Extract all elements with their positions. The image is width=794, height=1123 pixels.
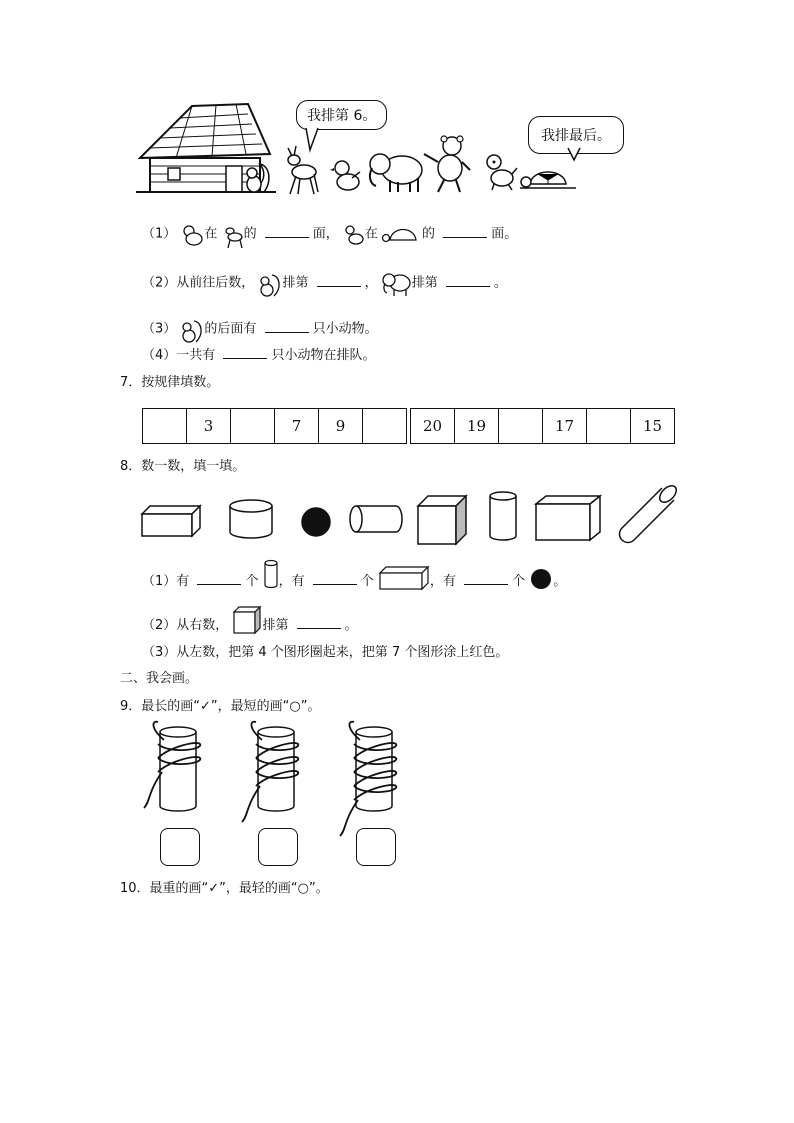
dog-icon (482, 152, 518, 192)
part-number: （3） (142, 321, 177, 337)
deer-icon (280, 144, 320, 196)
sequence-cell[interactable] (143, 409, 187, 443)
label: 一共有 (176, 348, 216, 363)
label: 只小动物在排队。 (271, 348, 376, 363)
sequence-cell[interactable] (231, 409, 275, 443)
label: 有 (176, 574, 190, 589)
answer-box[interactable] (356, 828, 396, 866)
sphere-icon (529, 573, 553, 591)
elephant-icon (368, 150, 426, 194)
label: 排第 (262, 618, 289, 633)
label: ，有 (278, 574, 305, 589)
turtle-icon (382, 224, 422, 244)
part-number: （4） (142, 348, 177, 363)
answer-blank[interactable] (317, 274, 361, 287)
q10-title: 10．最重的画“✓”，最轻的画“○”。 (120, 881, 329, 896)
turtle-icon (520, 164, 576, 192)
bubble-tail-icon (306, 128, 318, 150)
part-number: （1） (142, 574, 177, 589)
q6-part4 (142, 346, 375, 365)
label: 面， (312, 226, 339, 242)
label: ，有 (429, 574, 456, 589)
label: 排第 (282, 275, 309, 291)
part-number: （2） (142, 618, 177, 633)
sequence-cell: 17 (543, 409, 587, 443)
label: 从前往后数， (176, 275, 255, 291)
label: 的 (243, 226, 257, 242)
label: 只小动物。 (312, 321, 378, 337)
cylinder-tall-shape (488, 490, 518, 542)
q8-part3: （3）从左数，把第 4 个图形圈起来，把第 7 个图形涂上红色。 (142, 645, 509, 660)
q6-part3 (142, 318, 378, 340)
label: 在 (364, 226, 378, 242)
answer-blank[interactable] (446, 274, 490, 287)
cuboid-large-shape (534, 494, 602, 542)
label: 面。 (491, 226, 518, 242)
bear-icon (420, 134, 472, 194)
label: 从右数， (176, 618, 229, 633)
cylinder-shape (228, 498, 274, 540)
cube-shape (416, 494, 468, 546)
label: 个 (512, 574, 526, 589)
bubble-text: 我排第 6。 (307, 108, 377, 124)
answer-blank[interactable] (297, 616, 341, 629)
label: 在 (204, 226, 218, 242)
deer-icon (222, 224, 244, 244)
sequence-cell: 9 (319, 409, 363, 443)
sequence-cell: 19 (455, 409, 499, 443)
rope-cylinder-icon (144, 722, 200, 811)
label: 。 (344, 618, 358, 633)
elephant-icon (382, 272, 412, 294)
sequence-cell: 20 (411, 409, 455, 443)
sequence-cell[interactable] (499, 409, 543, 443)
cylinder-lying-shape (348, 504, 404, 534)
chick-icon (180, 224, 204, 244)
section-title: 二、我会画。 (120, 671, 199, 686)
answer-blank[interactable] (443, 225, 487, 238)
cylinder-slanted-shape (618, 484, 682, 544)
answer-blank[interactable] (197, 572, 241, 585)
squirrel-icon (258, 272, 282, 294)
speech-bubble-sixth (296, 100, 387, 130)
label: 排第 (411, 275, 438, 291)
label: 个 (245, 574, 259, 589)
label: 的后面有 (204, 321, 257, 337)
label: 。 (553, 574, 567, 589)
sequence-cell: 7 (275, 409, 319, 443)
answer-blank[interactable] (313, 572, 357, 585)
q8-title: 8．数一数，填一填。 (120, 459, 246, 474)
label: 。 (493, 275, 507, 291)
cuboid-shape (140, 504, 202, 538)
rope-cylinders-figure (130, 722, 420, 818)
answer-box[interactable] (160, 828, 200, 866)
sequence-cell: 15 (642, 417, 663, 435)
sequence-row-2 (410, 408, 675, 444)
rope-cylinder-icon (242, 722, 298, 822)
q9-title: 9．最长的画“✓”，最短的画“○”。 (120, 699, 321, 714)
sequence-cell[interactable] (363, 409, 406, 443)
dog-icon (343, 224, 365, 244)
answer-box[interactable] (258, 828, 298, 866)
part-number: （1） (142, 226, 177, 242)
answer-blank[interactable] (265, 320, 309, 333)
q7-title: 7．按规律填数。 (120, 375, 220, 390)
sequence-cell: 3 (187, 409, 231, 443)
cube-icon (232, 617, 262, 635)
bubble-text: 我排最后。 (541, 128, 611, 144)
label: ， (364, 275, 378, 291)
q6-part1 (142, 224, 517, 244)
squirrel-icon (180, 318, 204, 340)
q6-part2 (142, 272, 507, 294)
squirrel-icon (244, 160, 272, 194)
answer-blank[interactable] (265, 225, 309, 238)
sequence-cell[interactable] (587, 409, 631, 443)
sequence-row-1 (142, 408, 407, 444)
cuboid-icon (378, 573, 430, 591)
label: 的 (422, 226, 436, 242)
sphere-shape (300, 506, 332, 538)
bubble-tail-icon (568, 148, 580, 162)
q8-part1 (142, 572, 566, 591)
answer-blank[interactable] (223, 346, 267, 359)
label: 个 (360, 574, 374, 589)
part-number: （2） (142, 275, 177, 291)
cylinder-icon (263, 573, 279, 591)
chick-icon (330, 158, 362, 192)
answer-blank[interactable] (464, 572, 508, 585)
rope-cylinder-icon (340, 722, 396, 836)
q8-part2 (142, 616, 358, 635)
